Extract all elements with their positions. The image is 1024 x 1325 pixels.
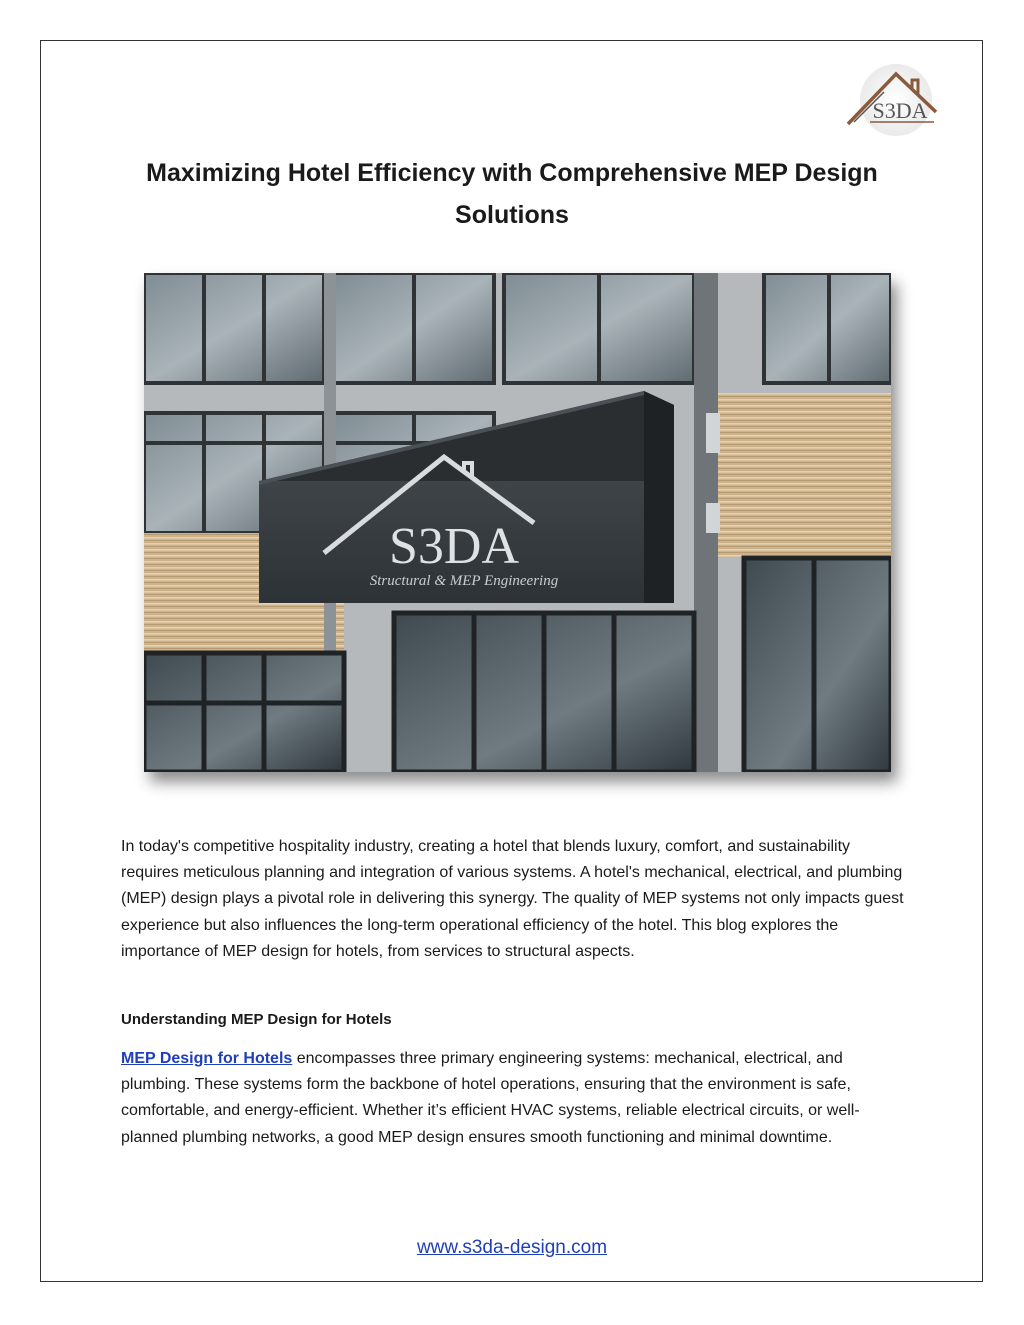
s3da-logo-icon [838,62,948,138]
sign-logo-text: S3DA [388,518,520,575]
sign-tagline: Structural & MEP Engineering [369,573,559,589]
page-title: Maximizing Hotel Efficiency with Comprehensive MEP Design Solutions [146,159,878,229]
mep-paragraph-text: encompasses three primary engineering systems: mechanical, electrical, and plumbing. These systems form the backbone of hotel operations, ensuring that the environment is safe, comfortable, and energy-efficient. Whether it’s efficient HVAC systems, reliable electrical circuits, or well-planned plumbing networks, a good MEP design ensures smooth functioning and minimal downtime. [121,1050,860,1146]
logo-text: S3DA [872,98,928,123]
mep-paragraph [121,1046,911,1151]
section-heading: Understanding MEP Design for Hotels [121,1011,392,1028]
footer-website-link[interactable]: www.s3da-design.com [416,1237,608,1258]
hero-image [144,273,891,772]
mep-design-link[interactable]: MEP Design for Hotels [121,1050,293,1067]
intro-paragraph: In today's competitive hospitality industry, creating a hotel that blends luxury, comfort, and sustainability requires meticulous planning and integration of various systems. A hotel's mechanical, electrical, and plumbing (MEP) design plays a pivotal role in delivering this synergy. The quality of MEP systems not only impacts guest experience but also influences the long-term operational efficiency of the hotel. This blog explores the importance of MEP design for hotels, from services to structural aspects. [121,838,904,960]
